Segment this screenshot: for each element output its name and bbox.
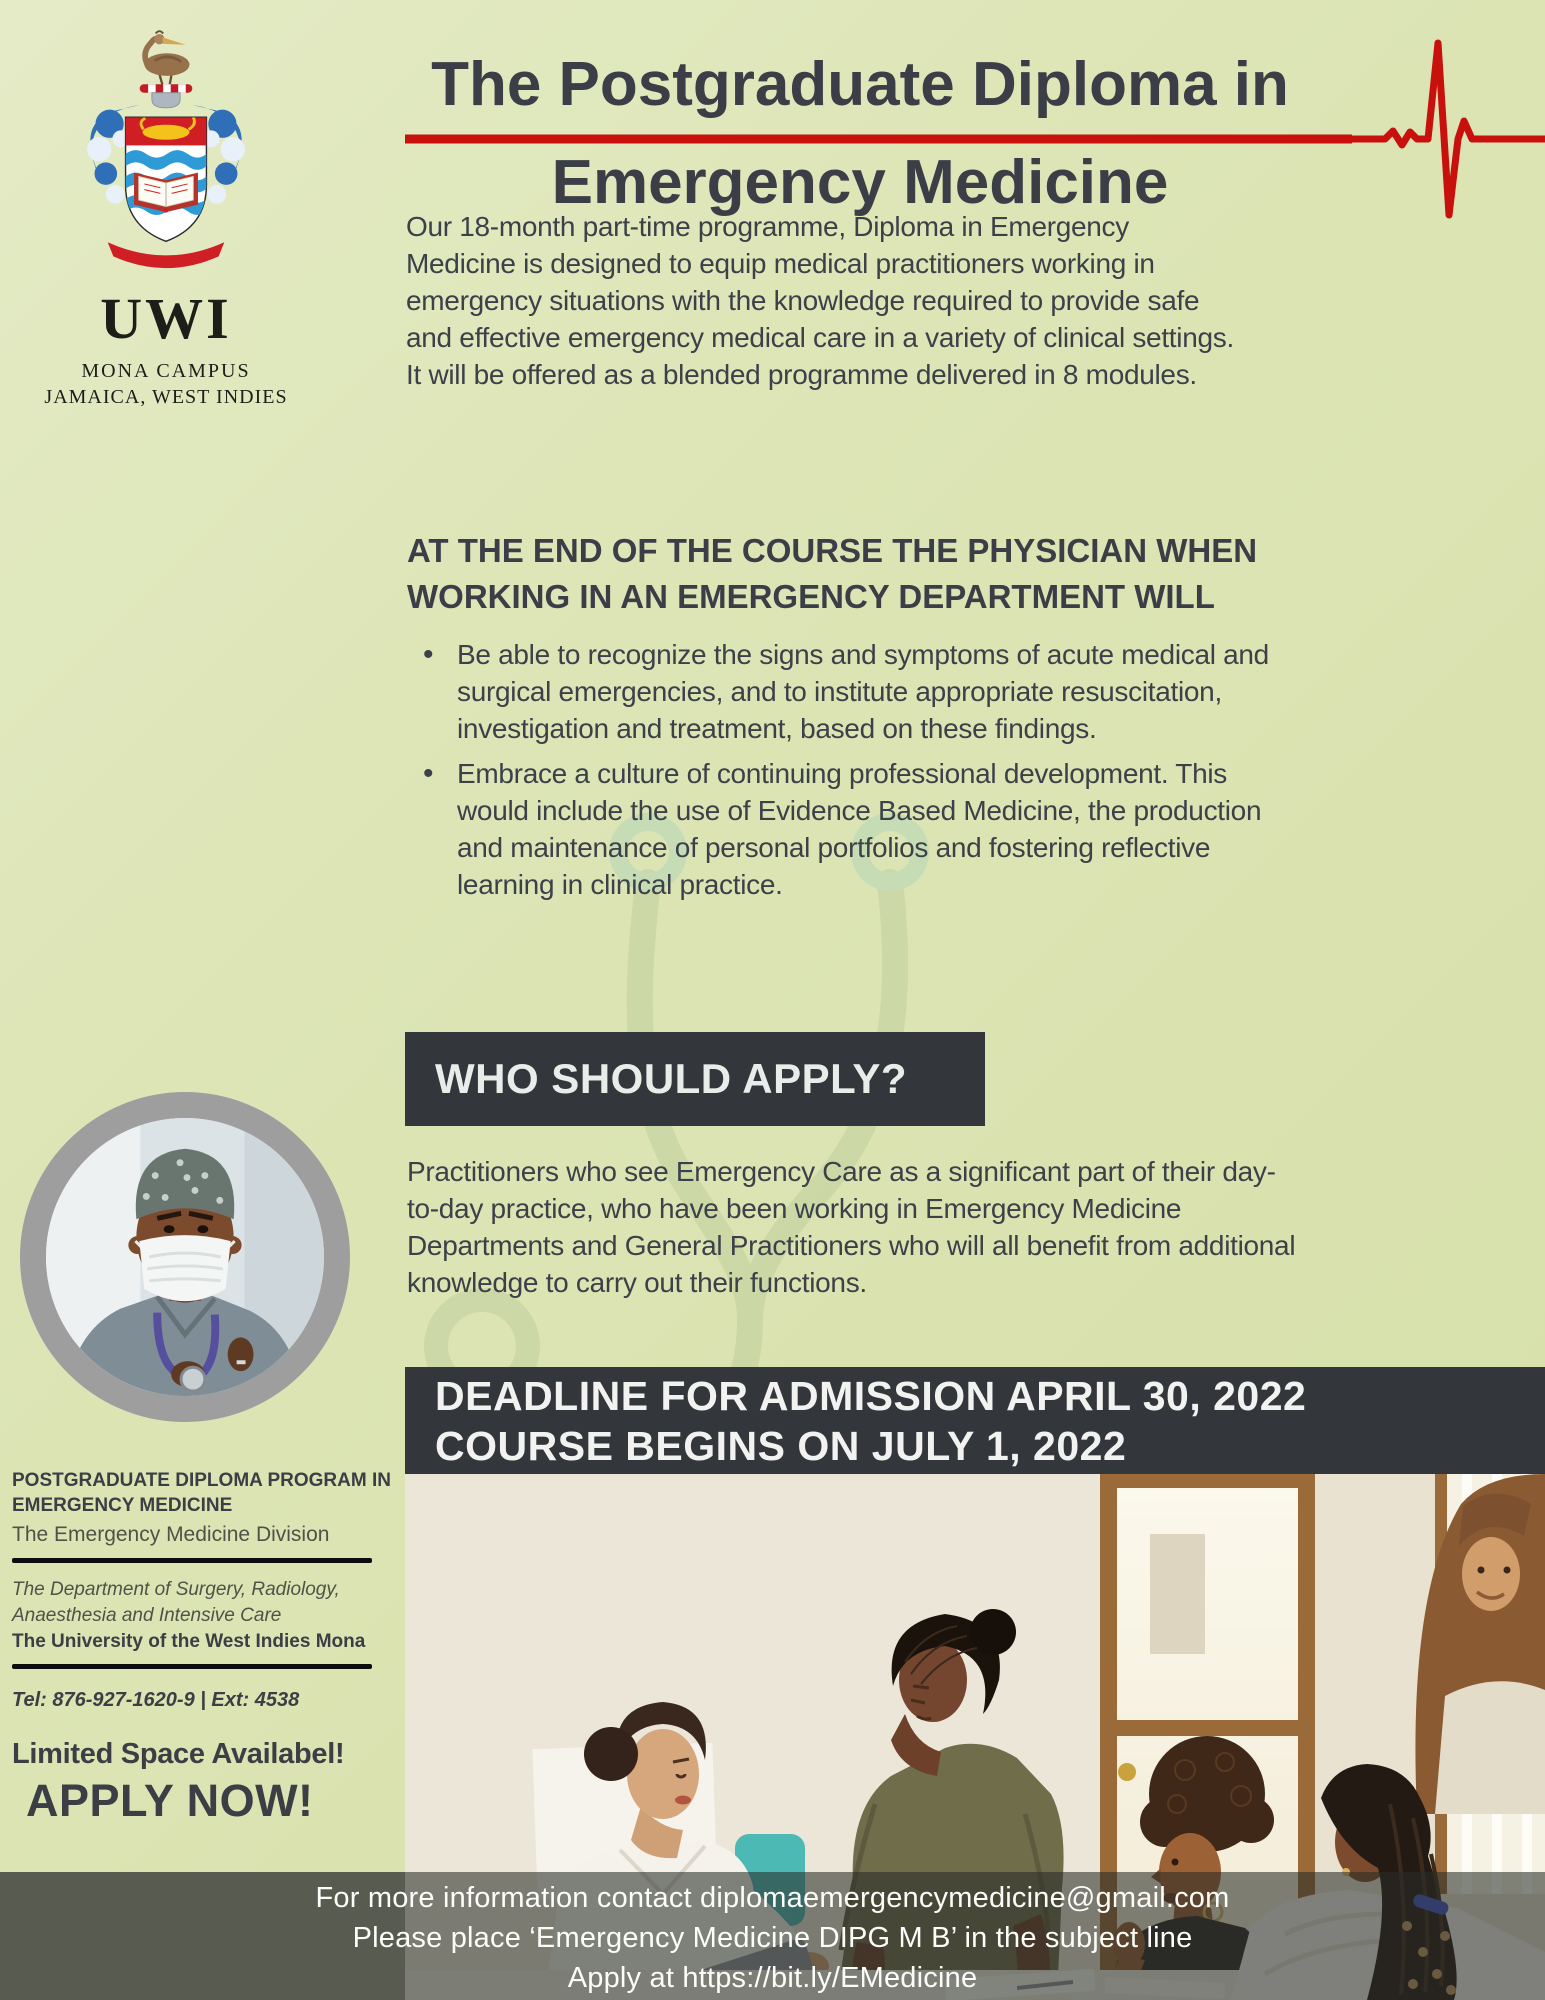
uwi-acronym: UWI	[100, 286, 232, 351]
footer-contact-email: For more information contact diplomaemergencymedicine@gmail.com	[315, 1882, 1230, 1914]
deadline-banner	[405, 1367, 1545, 1474]
footer-apply-url: Apply at https://bit.ly/EMedicine	[567, 1962, 978, 1994]
outcomes-heading: AT THE END OF THE COURSE THE PHYSICIAN WHEN WORKING IN AN EMERGENCY DEPARTMENT WILL	[407, 532, 1258, 615]
footer-bar	[0, 1872, 1545, 2000]
deadline-line-1: DEADLINE FOR ADMISSION APRIL 30, 2022	[435, 1373, 1307, 1419]
outcomes-list	[415, 636, 1275, 911]
title-line-1: The Postgraduate Diploma in	[431, 50, 1289, 119]
crest-motto-ribbon	[108, 242, 225, 268]
who-should-apply-heading: WHO SHOULD APPLY?	[435, 1055, 908, 1102]
who-should-apply-panel	[405, 1032, 985, 1126]
crest-shield	[126, 117, 207, 241]
divider-rule	[12, 1558, 372, 1563]
limited-space-text: Limited Space Availabel!	[12, 1738, 345, 1770]
pelican-crest	[144, 31, 189, 84]
phone-number: Tel: 876-927-1620-9 | Ext: 4538	[12, 1689, 300, 1711]
uwi-crest	[71, 26, 261, 278]
uwi-campus: MONA CAMPUS	[81, 360, 251, 382]
deadline-line-2: COURSE BEGINS ON JULY 1, 2022	[435, 1423, 1127, 1469]
outcome-item: • Be able to recognize the signs and symptoms of acute medical and surgical emergencies, and to institute appropriate resuscitation, investigation and treatment, based on these findings.	[415, 636, 1292, 747]
outcome-item: • Embrace a culture of continuing professional development. This would include the use of Evidence Based Medicine, the production and maintenance of personal portfolios and fostering reflective learning in clinical practice.	[415, 755, 1292, 903]
who-should-apply-text: Practitioners who see Emergency Care as a significant part of their day-to-day practice, who have been working in Emergency Medicine Departments and General Practitioners who will all benefit from additional knowledge to carry out their functions.	[407, 1156, 1296, 1298]
uwi-location: JAMAICA, WEST INDIES	[44, 386, 288, 408]
footer-subject-line: Please place ‘Emergency Medicine DIPG M B’ in the subject line	[352, 1922, 1193, 1954]
page-title	[330, 46, 1390, 222]
program-title: POSTGRADUATE DIPLOMA PROGRAM IN EMERGENCY MEDICINE	[12, 1470, 391, 1516]
doctor-portrait-photo	[20, 1092, 350, 1422]
footer-text-block	[0, 1878, 1545, 1998]
doctor-illustration	[46, 1118, 324, 1396]
uwi-brand-block	[38, 26, 294, 409]
program-info-sidebar	[12, 1468, 398, 1827]
divider-rule	[12, 1664, 372, 1669]
intro-paragraph: Our 18-month part-time programme, Diploma in Emergency Medicine is designed to equip medical practitioners working in emergency situations with the knowledge required to provide safe and effective emergency medical care in a variety of clinical settings. It will be offered as a blended programme delivered in 8 modules.	[406, 211, 1234, 390]
university-name: The University of the West Indies Mona	[12, 1631, 366, 1652]
department-name: The Department of Surgery, Radiology, Anaesthesia and Intensive Care	[12, 1579, 340, 1626]
title-line-2: Emergency Medicine	[551, 148, 1169, 217]
division-name: The Emergency Medicine Division	[12, 1523, 330, 1546]
apply-now-text: APPLY NOW!	[26, 1775, 314, 1826]
